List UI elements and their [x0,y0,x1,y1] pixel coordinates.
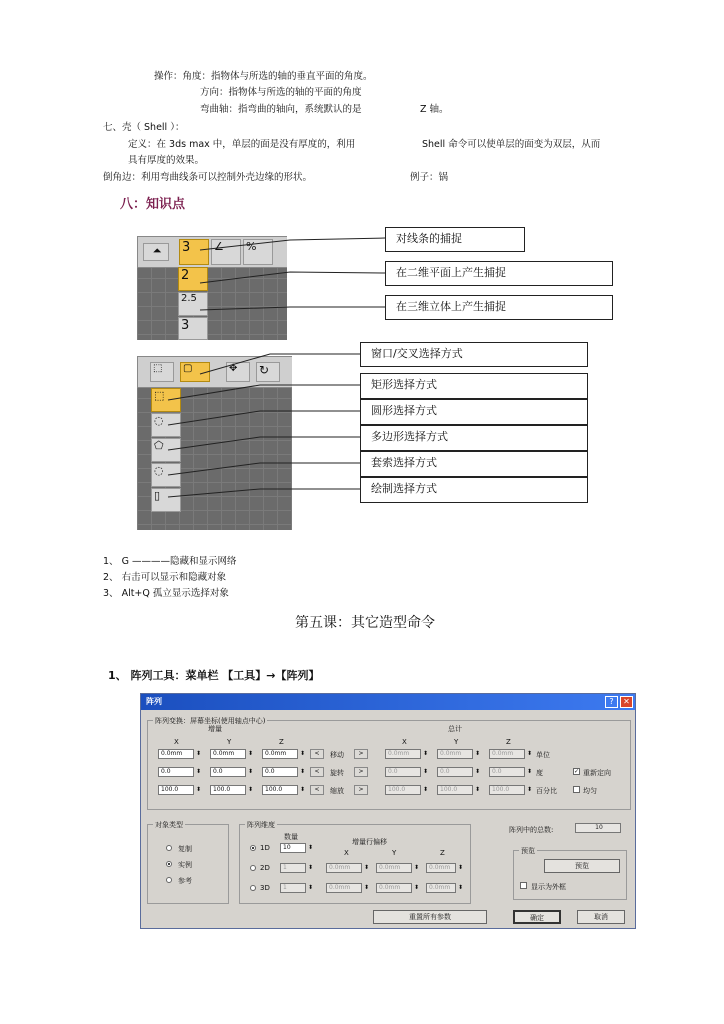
object-type-label: 对象类型 [155,821,183,829]
example-line: 例子：锅 [410,172,449,183]
dim-axis-z: Z [440,849,445,857]
snap-toolbar-screenshot [137,236,287,340]
array-section-heading: 1、 阵列工具：菜单栏 【工具】→【阵列】 [108,669,320,682]
copy-label: 复制 [178,845,192,853]
callout-polygon-select: 多边形选择方式 [360,425,588,451]
spinner-icon[interactable]: ⬍ [474,750,481,757]
scale-y-incr[interactable]: 100.0 [210,785,246,795]
callout-2d-snap: 在二维平面上产生捕捉 [385,261,613,286]
total-label: 总计 [448,725,462,733]
dim-axis-y: Y [392,849,397,857]
reset-all-button[interactable]: 重置所有参数 [373,910,487,924]
shell-title: 七、壳（ Shell ）： [103,122,185,133]
scale-x-total[interactable]: 100.0 [385,785,421,795]
transform-group-label: 阵列变换：屏幕坐标(使用轴点中心) [155,717,266,725]
spinner-icon[interactable]: ⬍ [195,768,202,775]
snap-btn-label: 3 [181,318,190,333]
rotate-x-total[interactable]: 0.0 [385,767,421,777]
percent-snap-icon[interactable]: % [243,239,273,265]
rotate-label: 旋转 [330,769,344,777]
dims-group-label: 阵列维度 [247,821,275,829]
callout-3d-snap: 在三维立体上产生捕捉 [385,295,613,320]
chamfer-line: 倒角边：利用弯曲线条可以控制外壳边缘的形状。 [103,172,313,183]
reference-radio[interactable] [166,877,172,883]
spinner-icon[interactable]: ⬍ [247,768,254,775]
dim-2d-label: 2D [260,864,270,872]
rotate-x-incr[interactable]: 0.0 [158,767,194,777]
snap-btn-label: 2.5 [181,293,197,304]
scale-left-arrow-button[interactable]: < [310,785,324,795]
shell-def-a: 定义：在 3ds max 中，单层的面是没有厚度的，利用 [128,139,356,150]
reorient-label: 重新定向 [583,769,611,777]
spinner-icon[interactable]: ⬍ [363,864,370,871]
list-item-1: 1、 G ————隐藏和显示网络 [103,556,237,567]
dim-3d-x[interactable]: 0.0mm [326,883,362,893]
move-x-incr[interactable]: 0.0mm [158,749,194,759]
spinner-icon[interactable]: ⬍ [363,884,370,891]
spinner-icon[interactable]: ⬍ [474,768,481,775]
array-dialog [140,693,636,929]
axis-y-total: Y [454,738,459,746]
instance-label: 实例 [178,861,192,869]
dim-2d-y[interactable]: 0.0mm [376,863,412,873]
selection-toolbar-screenshot [137,356,292,530]
help-icon[interactable]: ? [605,696,618,708]
section-eight-heading: 八：知识点 [120,197,186,212]
dim-3d-radio[interactable] [250,885,256,891]
bend-axis-line: 弯曲轴：指弯曲的轴向，系统默认的是 [200,104,362,115]
shell-def-c: 具有厚度的效果。 [128,155,205,166]
display-as-box-label: 显示为外框 [531,883,566,891]
list-item-2: 2、 右击可以显示和隐藏对象 [103,572,227,583]
scale-x-incr[interactable]: 100.0 [158,785,194,795]
spinner-icon[interactable]: ⬍ [299,750,306,757]
callout-paint-select: 绘制选择方式 [360,477,588,503]
scale-unit: 百分比 [536,787,557,795]
dim-2d-count[interactable]: 1 [280,863,306,873]
scale-z-incr[interactable]: 100.0 [262,785,298,795]
dim-axis-x: X [344,849,349,857]
circle-select-icon[interactable]: ◌ [151,413,181,437]
callout-circle-select: 圆形选择方式 [360,399,588,425]
cancel-button[interactable]: 取消 [577,910,625,924]
axis-x-incr: X [174,738,179,746]
op-angle-line: 操作：角度：指物体与所选的轴的垂直平面的角度。 [154,71,373,82]
axis-y-incr: Y [227,738,232,746]
dialog-title: 阵列 [146,697,162,706]
snap-2d-button[interactable] [178,267,208,291]
callout-lasso-select: 套索选择方式 [360,451,588,477]
preview-group-label: 预览 [521,847,535,855]
move-y-total[interactable]: 0.0mm [437,749,473,759]
spinner-icon[interactable]: ⬍ [422,768,429,775]
snap-toolbar [137,236,287,268]
callout-line-snap: 对线条的捕捉 [385,227,525,252]
spinner-icon[interactable]: ⬍ [307,844,314,851]
dim-3d-label: 3D [260,884,270,892]
spinner-icon[interactable]: ⬍ [299,786,306,793]
move-z-incr[interactable]: 0.0mm [262,749,298,759]
object-type-group [147,821,229,904]
rotate-unit: 度 [536,769,543,777]
spinner-icon[interactable]: ⬍ [457,884,464,891]
move-label: 移动 [330,751,344,759]
scale-label: 缩放 [330,787,344,795]
dim-1d-radio[interactable] [250,845,256,851]
move-z-total[interactable]: 0.0mm [489,749,525,759]
incr-offset-label: 增量行偏移 [352,838,387,846]
select-region-icon[interactable]: ⬚ [150,362,174,382]
spinner-icon[interactable]: ⬍ [422,750,429,757]
polygon-select-icon[interactable]: ⬠ [151,438,181,462]
rotate-right-arrow-button[interactable]: > [354,767,368,777]
axis-x-total: X [402,738,407,746]
lasso-select-icon[interactable]: ◌ [151,463,181,487]
snap-3d-button[interactable] [178,317,208,340]
dim-2d-z[interactable]: 0.0mm [426,863,456,873]
spinner-icon[interactable]: ⬍ [474,786,481,793]
angle-snap-icon[interactable]: ∠ [211,239,241,265]
snap-btn-label: 2 [181,268,190,283]
ok-button[interactable]: 确定 [513,910,561,924]
move-unit: 单位 [536,751,550,759]
spinner-icon[interactable]: ⬍ [526,786,533,793]
display-as-box-checkbox[interactable] [520,882,527,889]
rotate-y-incr[interactable]: 0.0 [210,767,246,777]
close-icon[interactable]: ✕ [620,696,633,708]
spinner-icon[interactable]: ⬍ [195,786,202,793]
scale-z-total[interactable]: 100.0 [489,785,525,795]
dim-3d-z[interactable]: 0.0mm [426,883,456,893]
window-crossing-button[interactable]: ▢ [180,362,210,382]
move-icon[interactable]: ✥ [226,362,250,382]
axis-z-incr: Z [279,738,284,746]
shell-def-b: Shell 命令可以使单层的面变为双层，从而 [422,139,601,150]
spinner-icon[interactable]: ⬍ [299,768,306,775]
dim-2d-radio[interactable] [250,865,256,871]
paint-select-icon[interactable]: ▯ [151,488,181,512]
total-in-array-label: 阵列中的总数: [509,826,554,834]
spinner-icon[interactable]: ⬍ [307,864,314,871]
scale-y-total[interactable]: 100.0 [437,785,473,795]
spinner-icon[interactable]: ⬍ [307,884,314,891]
snap-3d-toggle-button[interactable] [179,239,209,265]
uniform-label: 均匀 [583,787,597,795]
incr-label: 增量 [208,725,222,733]
reorient-checkbox[interactable]: ✓ [574,768,580,775]
rotate-left-arrow-button[interactable]: < [310,767,324,777]
reference-label: 参考 [178,877,192,885]
spinner-icon[interactable]: ⬍ [247,750,254,757]
array-dimensions-group [239,821,471,904]
snap-btn-label: 3 [182,240,191,255]
dim-1d-count[interactable]: 10 [280,843,306,853]
dim-2d-x[interactable]: 0.0mm [326,863,362,873]
preview-group [513,847,627,900]
rotate-y-total[interactable]: 0.0 [437,767,473,777]
axis-z-total: Z [506,738,511,746]
scale-right-arrow-button[interactable]: > [354,785,368,795]
count-label: 数量 [284,833,298,841]
spinner-icon[interactable]: ⬍ [422,786,429,793]
callout-rect-select: 矩形选择方式 [360,373,588,399]
spinner-icon[interactable]: ⬍ [526,750,533,757]
upload-icon[interactable]: ⏶ [143,243,169,261]
bend-axis-z: Z 轴。 [420,104,449,115]
spinner-icon[interactable]: ⬍ [413,884,420,891]
rect-select-icon[interactable]: ⬚ [151,388,181,412]
rotate-z-incr[interactable]: 0.0 [262,767,298,777]
preview-button[interactable]: 预览 [544,859,620,873]
instance-radio[interactable] [166,861,172,867]
selection-toolbar [137,356,292,388]
direction-line: 方向：指物体与所选的轴的平面的角度 [200,87,362,98]
rotate-icon[interactable]: ↻ [256,362,280,382]
array-transform-group [147,717,631,810]
move-y-incr[interactable]: 0.0mm [210,749,246,759]
spinner-icon[interactable]: ⬍ [457,864,464,871]
total-in-array-value: 10 [575,823,621,833]
spinner-icon[interactable]: ⬍ [195,750,202,757]
callout-window-crossing: 窗口/交叉选择方式 [360,342,588,367]
list-item-3: 3、 Alt+Q 孤立显示选择对象 [103,588,229,599]
rotate-z-total[interactable]: 0.0 [489,767,525,777]
lesson-title: 第五课：其它造型命令 [295,615,435,631]
spinner-icon[interactable]: ⬍ [247,786,254,793]
dim-3d-count[interactable]: 1 [280,883,306,893]
dialog-titlebar [141,694,635,710]
move-left-arrow-button[interactable]: < [310,749,324,759]
move-right-arrow-button[interactable]: > [354,749,368,759]
spinner-icon[interactable]: ⬍ [413,864,420,871]
spinner-icon[interactable]: ⬍ [526,768,533,775]
move-x-total[interactable]: 0.0mm [385,749,421,759]
dim-1d-label: 1D [260,844,270,852]
snap-2-5d-button[interactable] [178,292,208,316]
dim-3d-y[interactable]: 0.0mm [376,883,412,893]
uniform-checkbox[interactable] [573,786,580,793]
copy-radio[interactable] [166,845,172,851]
